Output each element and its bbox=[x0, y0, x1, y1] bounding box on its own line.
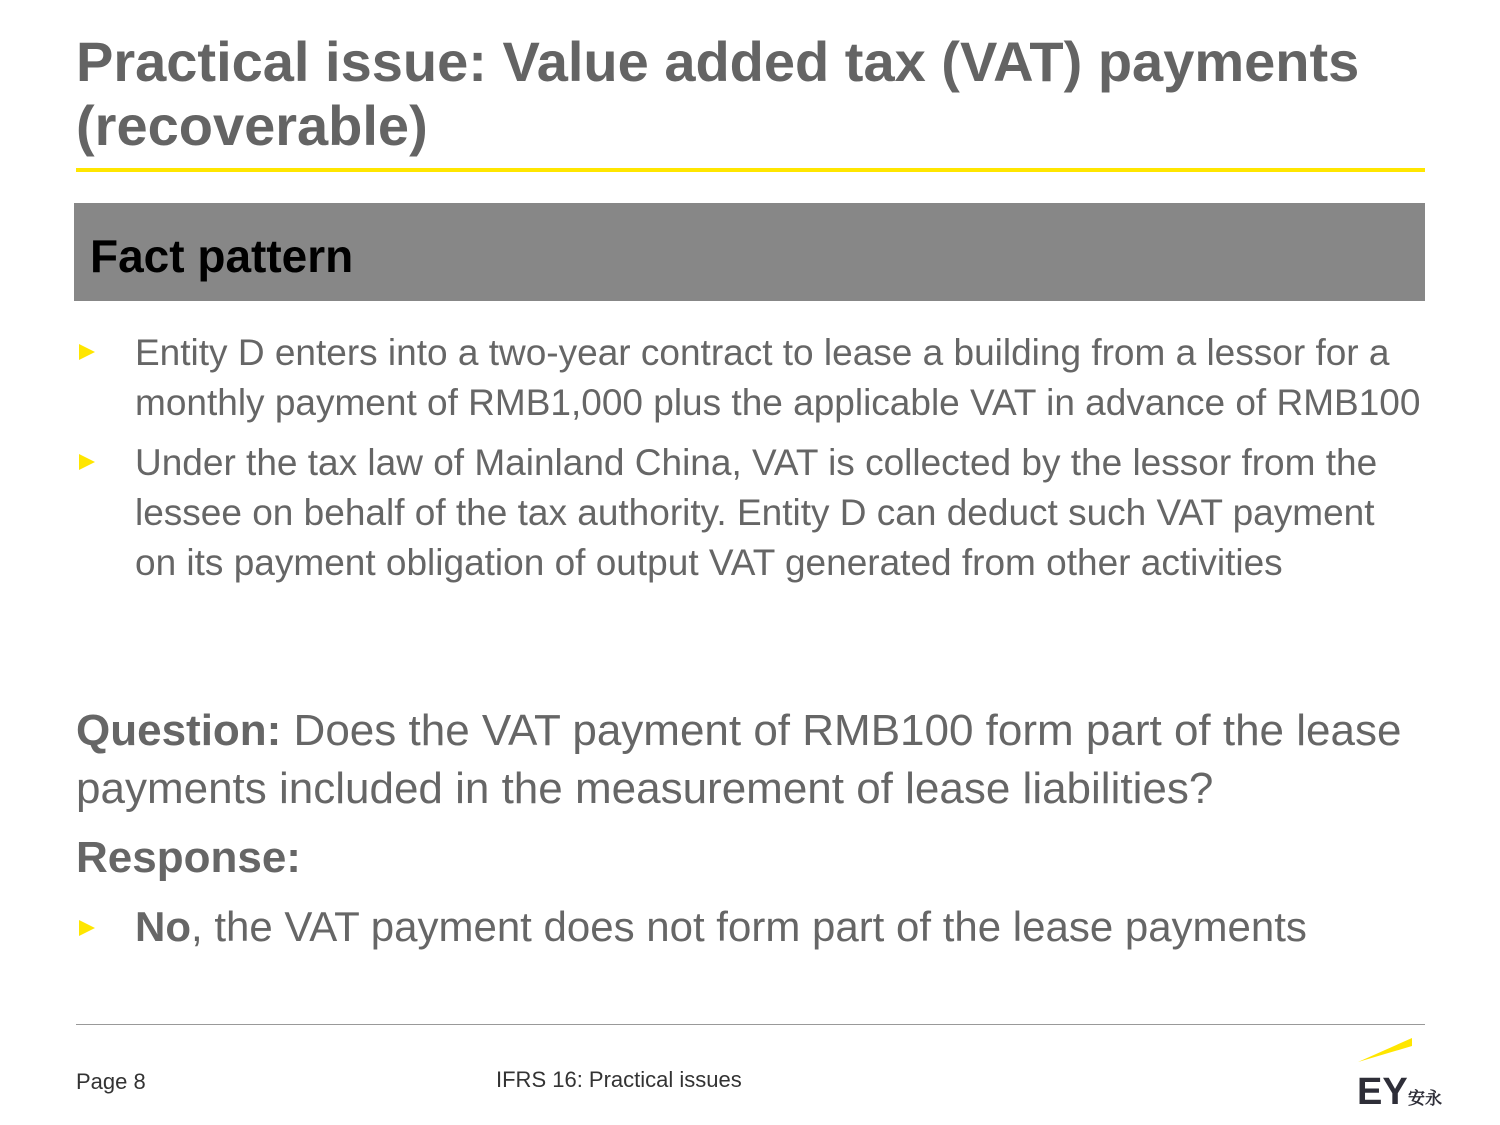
ey-logo bbox=[1356, 1036, 1446, 1110]
response-answer: No bbox=[135, 903, 191, 950]
footer-divider bbox=[76, 1024, 1425, 1025]
fact-pattern-header-bar bbox=[74, 203, 1425, 301]
question-text: Does the VAT payment of RMB100 form part of the lease payments included in the measurement of lease liabilities? bbox=[76, 706, 1402, 813]
fact-bullet-text: Under the tax law of Mainland China, VAT is collected by the lessor from the lessee on behalf of the tax authority. Entity D can deduct such VAT payment on its payment obligation of output VAT generated from other activities bbox=[135, 442, 1378, 583]
title-underline bbox=[76, 168, 1425, 172]
triangle-bullet-icon bbox=[79, 920, 95, 936]
response-label: Response: bbox=[76, 833, 301, 882]
response-bullet-list bbox=[76, 900, 1421, 954]
ey-logo-chinese: 安永 bbox=[1408, 1089, 1442, 1109]
ey-logo-letters: EY bbox=[1357, 1071, 1408, 1110]
response-text: , the VAT payment does not form part of the lease payments bbox=[191, 903, 1307, 950]
fact-pattern-bullet-list bbox=[76, 328, 1421, 598]
question-label: Question: bbox=[76, 706, 282, 755]
triangle-bullet-icon bbox=[79, 454, 95, 470]
fact-bullet-text: Entity D enters into a two-year contract to lease a building from a lessor for a monthly payment of RMB1,000 plus the applicable VAT in advance of RMB100 bbox=[135, 332, 1421, 423]
question-paragraph bbox=[76, 702, 1421, 818]
fact-bullet bbox=[76, 328, 1421, 428]
triangle-bullet-icon bbox=[79, 344, 95, 360]
page-number: Page 8 bbox=[76, 1069, 146, 1094]
response-bullet bbox=[76, 900, 1421, 954]
footer-document-title: IFRS 16: Practical issues bbox=[496, 1067, 742, 1092]
slide-title: Practical issue: Value added tax (VAT) payments (recoverable) bbox=[76, 30, 1360, 157]
fact-bullet bbox=[76, 438, 1421, 588]
fact-pattern-label: Fact pattern bbox=[90, 230, 354, 282]
ey-logo-icon bbox=[1356, 1036, 1446, 1110]
